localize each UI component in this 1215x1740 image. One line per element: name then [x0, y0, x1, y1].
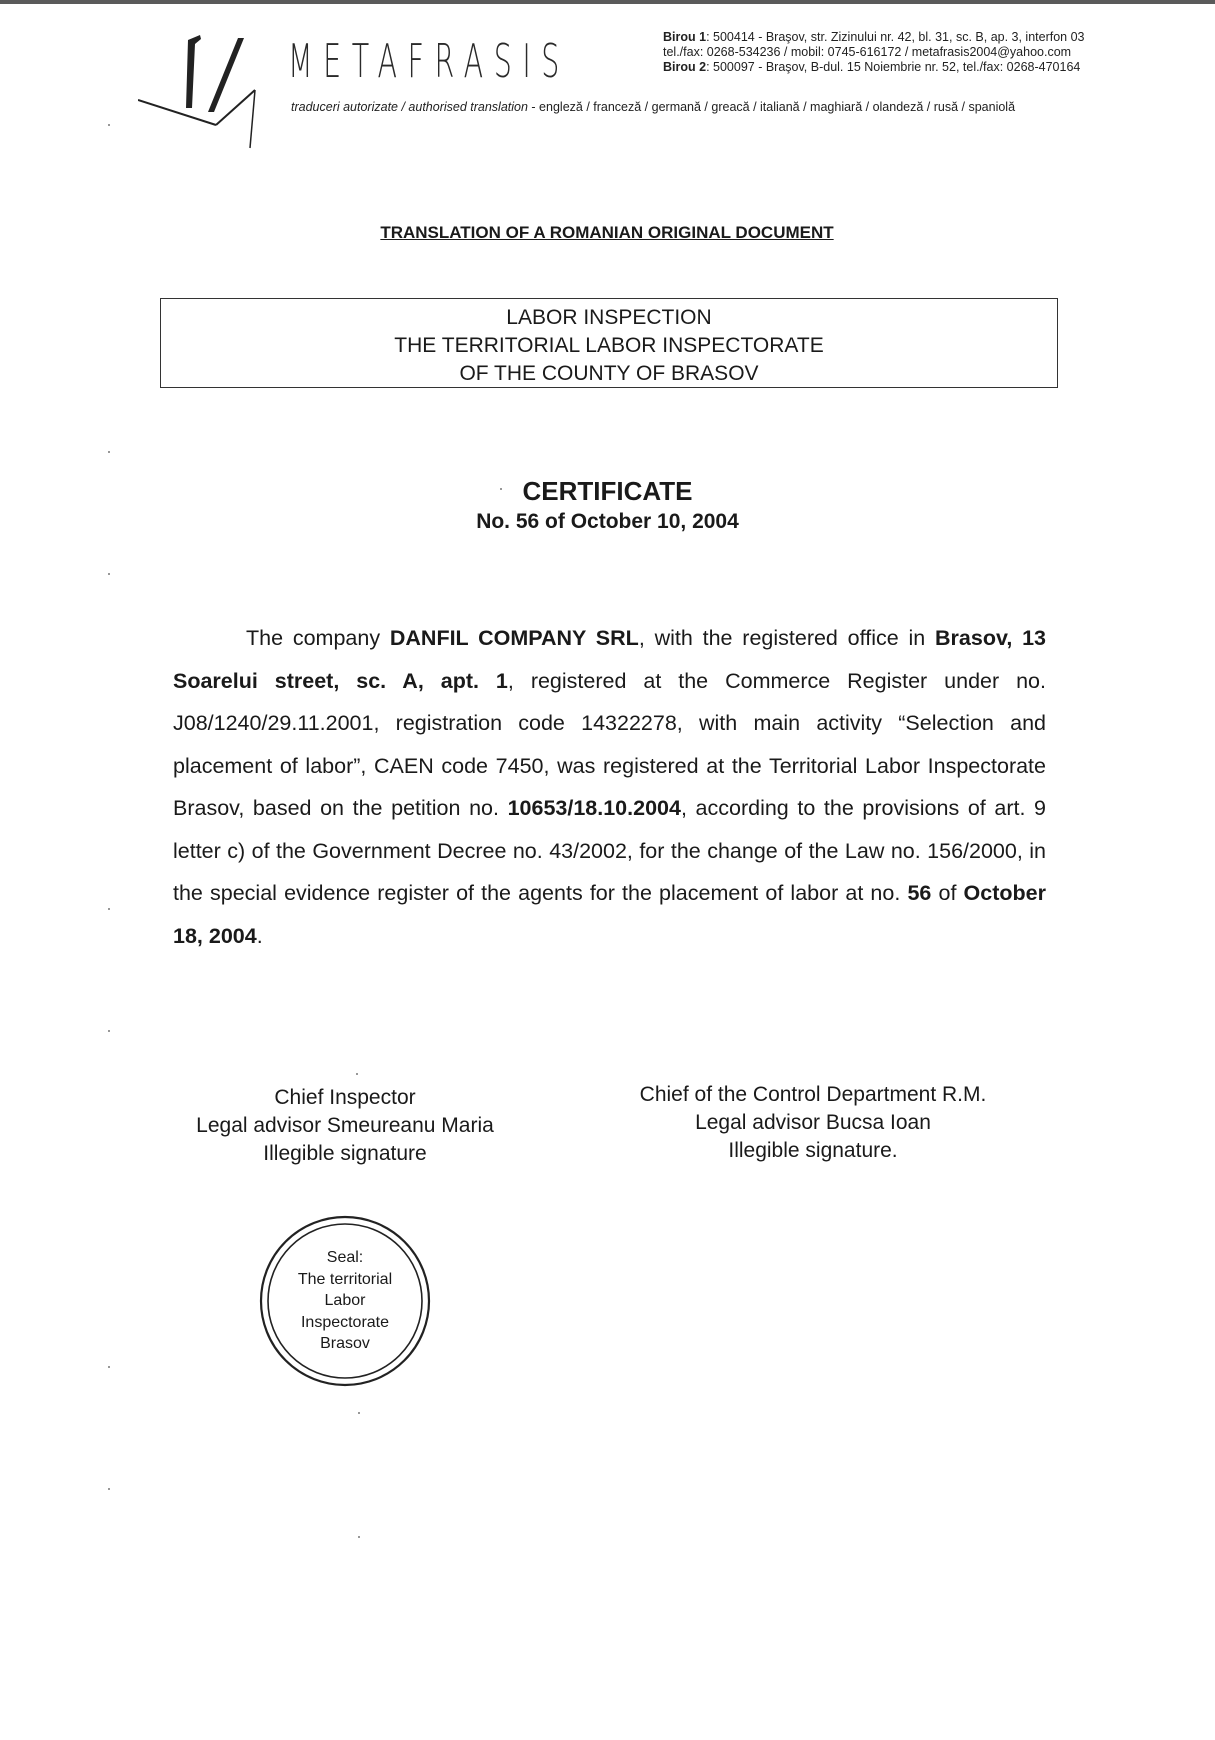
left-signature-note: Illegible signature [263, 1142, 427, 1165]
letterhead-tagline [291, 100, 1015, 114]
office1-line [663, 30, 1085, 45]
top-border-line [0, 0, 1215, 4]
authority-line-1: LABOR INSPECTION [506, 306, 712, 329]
body-text-5: of [931, 881, 964, 905]
metafrasis-logo-icon [138, 30, 288, 155]
tagline-languages: - engleză / franceză / germană / greacă / italiană / maghiară / olandeză / rusă / spaniolă [527, 100, 1016, 114]
tagline-italic: traduceri autorizate / authorised translation [291, 100, 528, 114]
letterhead-contact [663, 30, 1085, 75]
office1-label: Birou 1 [663, 30, 707, 44]
body-text-1: The company [246, 626, 390, 650]
office1-address: : 500414 - Braşov, str. Zizinului nr. 42, bl. 31, sc. B, ap. 3, interfon 03 [706, 30, 1085, 44]
scan-speck [108, 1030, 110, 1032]
certificate-number: No. 56 of October 10, 2004 [476, 510, 739, 533]
contact-line: tel./fax: 0268-534236 / mobil: 0745-616172 / metafrasis2004@yahoo.com [663, 45, 1072, 59]
scan-speck [108, 124, 110, 126]
scan-speck [108, 1366, 110, 1368]
office2-label: Birou 2 [663, 60, 707, 74]
company-name: DANFIL COMPANY SRL [389, 626, 639, 650]
authority-line-3: OF THE COUNTY OF BRASOV [459, 362, 759, 385]
register-date: October 18, 2004 [173, 881, 1046, 948]
right-signer-name: Legal advisor Bucsa Ioan [695, 1111, 931, 1134]
office2-line [663, 60, 1085, 75]
body-text-6: . [256, 923, 263, 948]
body-text-2: , with the registered office in [638, 626, 936, 650]
office2-address: : 500097 - Braşov, B-dul. 15 Noiembrie nr. 52, tel./fax: 0268-470164 [706, 60, 1081, 74]
scan-speck [108, 573, 110, 575]
brand-name: METAFRASIS [288, 34, 570, 88]
signature-block-left [150, 1084, 540, 1168]
scan-speck [356, 1073, 358, 1075]
scan-speck [108, 908, 110, 910]
certificate-body [173, 617, 1046, 957]
scan-speck [358, 1412, 360, 1414]
scan-speck [358, 1536, 360, 1538]
signature-block-right [603, 1081, 1023, 1165]
document-heading [0, 223, 1215, 243]
seal-line-5: Brasov [320, 1335, 370, 1352]
seal-text [258, 1247, 432, 1355]
left-signer-name: Legal advisor Smeureanu Maria [196, 1114, 494, 1137]
right-signer-role: Chief of the Control Department R.M. [639, 1083, 987, 1106]
seal-line-4: Inspectorate [300, 1313, 390, 1331]
left-signer-role: Chief Inspector [274, 1086, 416, 1109]
certificate-title: CERTIFICATE [522, 476, 693, 506]
scan-speck [108, 1488, 110, 1490]
heading-text: TRANSLATION OF A ROMANIAN ORIGINAL DOCUMENT [380, 223, 834, 242]
seal-line-2: The territorial [297, 1270, 393, 1288]
register-number: 56 [907, 881, 932, 905]
seal-line-3: Labor [324, 1292, 366, 1309]
scan-speck [500, 488, 502, 490]
right-signature-note: Illegible signature. [728, 1139, 898, 1162]
body-text-4: , according to the provisions of art. 9 letter c) of the Government Decree no. 43/2002, for the change of the Law no. 156/2000, in the special evidence register of the agents for the placement of labor at no. [173, 796, 1047, 905]
company-address: Brasov, 13 Soarelui street, sc. A, apt. 1 [173, 626, 1046, 693]
seal-line-1: Seal: [326, 1249, 364, 1266]
authority-box [160, 298, 1058, 388]
petition-number: 10653/18.10.2004 [507, 796, 681, 820]
authority-line-2: THE TERRITORIAL LABOR INSPECTORATE [394, 334, 824, 357]
body-text-3: , registered at the Commerce Register under no. J08/1240/29.11.2001, registration code 14322278, with main activity “Selection and placement of labor”, CAEN code 7450, was registered at the Territorial Labor Inspectorate Brasov, based on the petition no. [173, 668, 1046, 820]
scan-speck [108, 451, 110, 453]
